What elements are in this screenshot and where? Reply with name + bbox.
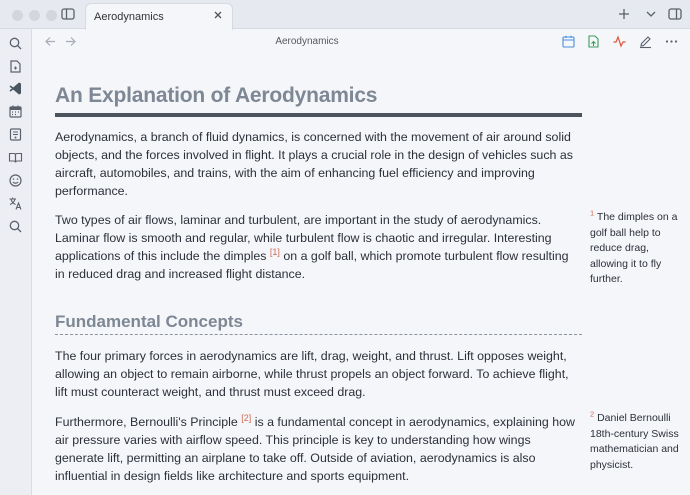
activity-action-icon[interactable]	[612, 34, 627, 49]
close-icon[interactable]	[212, 9, 224, 21]
calendar-action-icon[interactable]	[561, 34, 576, 49]
search-icon[interactable]	[8, 36, 23, 51]
sidenote-1	[590, 210, 682, 288]
export-action-icon[interactable]	[586, 34, 601, 49]
window-close-dot[interactable]	[12, 10, 23, 21]
sidenote-2	[590, 411, 682, 473]
paragraph-text: on a golf ball, which promote turbulent flow resulting in reduced drag and increased flight distance.	[55, 249, 569, 281]
window-minimize-dot[interactable]	[29, 10, 40, 21]
window-zoom-dot[interactable]	[46, 10, 57, 21]
sidenote-number: 2	[590, 409, 595, 419]
translate-icon[interactable]	[8, 196, 23, 211]
sidebar-toggle-icon[interactable]	[60, 6, 76, 22]
document-heading-1: An Explanation of Aerodynamics	[55, 84, 582, 117]
paragraph-bernoulli	[55, 413, 575, 485]
new-note-icon[interactable]	[8, 59, 23, 74]
open-vault-icon[interactable]	[8, 127, 23, 142]
left-ribbon	[0, 29, 32, 495]
sidenote-text: Daniel Bernoulli 18th-century Swiss mathematician and physicist.	[590, 412, 679, 471]
paragraph-airflows	[55, 211, 575, 283]
sidenote-number: 1	[590, 208, 595, 218]
paragraph-text: Two types of air flows, laminar and turbulent, are important in the study of aerodynamics. Laminar flow is smooth and regular, while turbulent flow is chaotic and irregular. Interesting applications of this include the dimples	[55, 213, 552, 263]
view-header	[32, 29, 690, 55]
tab-aerodynamics[interactable]	[85, 3, 233, 30]
tab-bar	[0, 0, 690, 29]
paragraph-forces: The four primary forces in aerodynamics are lift, drag, weight, and thrust. Lift opposes weight, allowing an object to remain airborne, while thrust propels an object forward. To achieve flight, lift must counteract weight, and thrust must exceed drag.	[55, 349, 569, 399]
document-heading-2: Fundamental Concepts	[55, 312, 582, 335]
view-title: Aerodynamics	[275, 36, 339, 47]
tab-title: Aerodynamics	[94, 11, 164, 23]
footnote-ref-1[interactable]: [1]	[269, 246, 280, 257]
calendar-icon[interactable]	[8, 104, 23, 119]
edit-action-icon[interactable]	[638, 34, 653, 49]
paragraph-text: Furthermore, Bernoulli's Principle	[55, 415, 242, 429]
chevron-down-icon[interactable]	[643, 6, 659, 22]
sidenote-text: The dimples on a golf ball help to reduce drag, allowing it to fly further.	[590, 211, 678, 285]
right-sidebar-toggle-icon[interactable]	[667, 6, 683, 22]
reading-icon[interactable]	[8, 150, 23, 165]
new-tab-icon[interactable]	[616, 6, 632, 22]
zoom-search-icon[interactable]	[8, 219, 23, 234]
footnote-ref-2[interactable]: [2]	[241, 412, 252, 423]
smiley-icon[interactable]	[8, 173, 23, 188]
paragraph-text: is a fundamental concept in aerodynamics, explaining how air pressure varies with airflow speed. This principle is key to understanding how wings generate lift, permitting an airplane to take off. Outside of aviation, aerodynamics is also influential in design fields like architecture and sports equipment.	[55, 415, 575, 483]
paragraph-intro: Aerodynamics, a branch of fluid dynamics, is concerned with the movement of air around solid objects, and the forces involved in flight. It plays a crucial role in the design of vehicles such as aircraft, automobiles, and trains, with the aim of enhancing fuel efficiency and improving performance.	[55, 130, 573, 198]
vscode-icon[interactable]	[8, 81, 23, 96]
more-options-icon[interactable]	[664, 34, 679, 49]
